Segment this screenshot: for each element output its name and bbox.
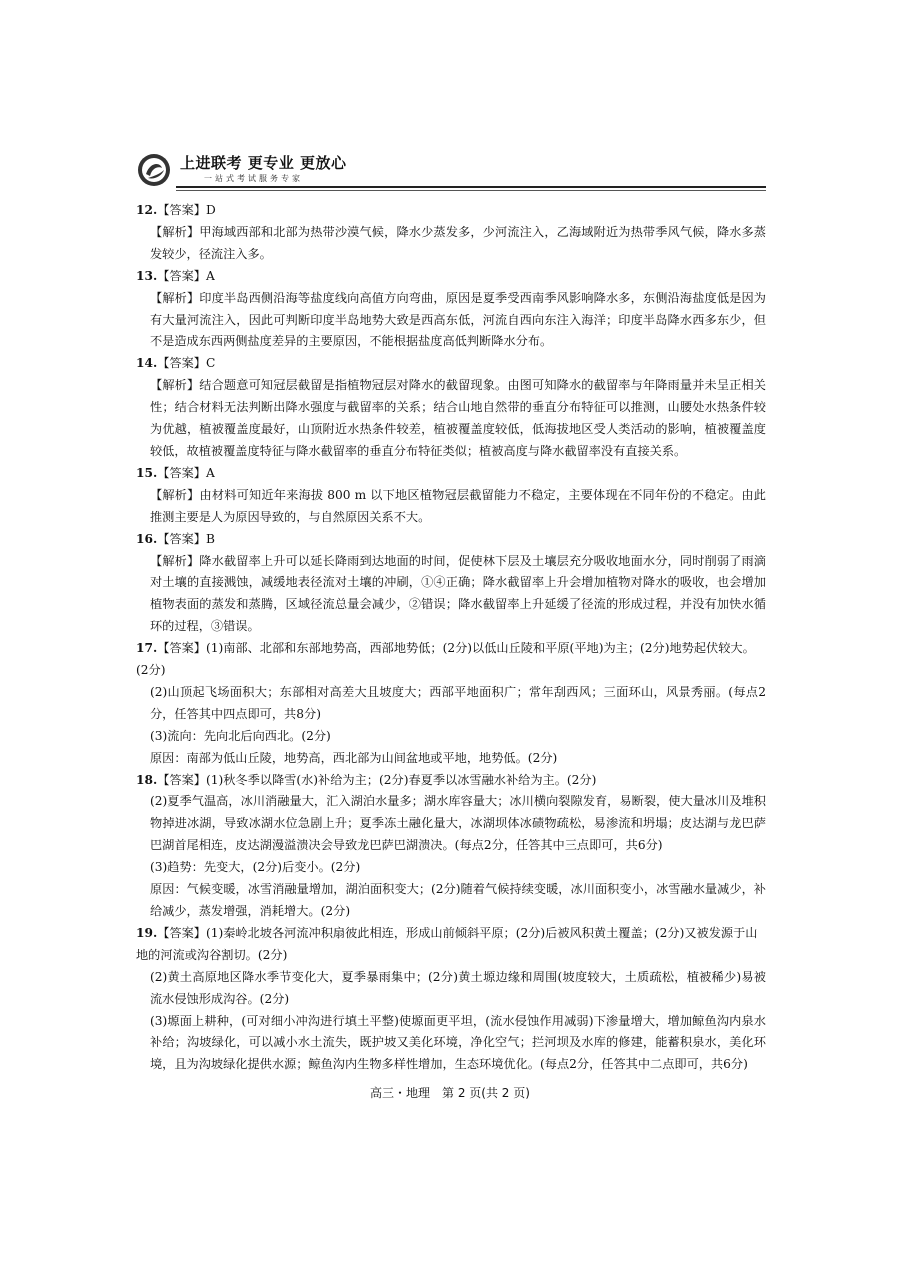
page-header [136,150,766,194]
answer-item [136,638,766,769]
explanation-paragraph: (2)夏季气温高，冰川消融量大，汇入湖泊水量多；湖水库容量大；冰川横向裂隙发育，易断裂，使大量冰川及堆积物掉进冰湖，导致冰湖水位急剧上升；夏季冻土融化量大，冰湖坝体冰碛物疏松，易渗流和坍塌；皮达湖与龙巴萨巴湖首尾相连，皮达湖漫溢溃决会导致龙巴萨巴湖溃决。(每点2分，任答其中三点即可，共6分) [150,794,766,853]
explanation-paragraph: (2)黄土高原地区降水季节变化大，夏季暴雨集中；(2分)黄土塬边缘和周围(坡度较大，土质疏松，植被稀少)易被流水侵蚀形成沟谷。(2分) [150,969,766,1006]
answer-item [136,200,766,266]
answer-header [136,638,766,682]
answer-text: 【答案】(1)秦岭北坡各河流冲积扇彼此相连，形成山前倾斜平原；(2分)后被风积黄土覆盖；(2分)又被发源于山地的河流或沟谷割切。(2分) [136,925,758,962]
brand-subtitle: 一站式考试服务专家 [204,174,303,183]
explanation-paragraph: 原因：气候变暖，冰雪消融量增加，湖泊面积变大；(2分)随着气候持续变暖，冰川面积变小，冰雪融水量减少，补给减少，蒸发增强，消耗增大。(2分) [150,882,766,918]
answer-text: 【答案】D [157,203,216,217]
explanation-paragraph: (3)塬面上耕种，(可对细小冲沟进行填土平整)使塬面更平坦，(流水侵蚀作用减弱)下渗量增大，增加鲸鱼沟内泉水补给；沟坡绿化，可以减小水土流失，既护坡又美化环境，净化空气；拦河坝及水库的修建，能蓄积泉水，美化环境，且为沟坡绿化提供水源；鲸鱼沟内生物多样性增加，生态环境优化。(每点2分，任答其中二点即可，共6分) [150,1013,766,1072]
explanation-paragraph: 【解析】印度半岛西侧沿海等盐度线向高值方向弯曲，原因是夏季受西南季风影响降水多，东侧沿海盐度低是因为有大量河流注入，因此可判断印度半岛地势大致是西高东低，河流自西向东注入海洋；印度半岛降水西多东少，但不是造成东西两侧盐度差异的主要原因，不能根据盐度高低判断降水分布。 [150,290,766,349]
answer-item [136,266,766,354]
explanation-paragraph: 原因：南部为低山丘陵，地势高，西北部为山间盆地或平地，地势低。(2分) [150,750,558,765]
answer-item [136,770,766,923]
answer-header [136,463,766,485]
answer-item [136,529,766,639]
question-number: 12. [136,203,158,217]
question-number: 19. [136,925,158,940]
question-number: 13. [136,268,158,283]
answer-header [136,923,766,967]
answer-item [136,923,766,1076]
header-rule-thin [176,190,766,191]
question-number: 14. [136,356,158,371]
explanation-paragraph: 【解析】甲海域西部和北部为热带沙漠气候，降水少蒸发多，少河流注入，乙海域附近为热带季风气候，降水多蒸发较少，径流注入多。 [150,224,766,261]
answer-header [136,200,766,222]
answer-header [136,529,766,551]
answer-list [136,200,766,1076]
question-number: 17. [136,641,158,656]
answer-text: 【答案】C [157,356,216,371]
explanation-paragraph: (2)山顶起飞场面积大；东部相对高差大且坡度大；西部平地面积广；常年刮西风；三面环山，风景秀丽。(每点2分，任答其中四点即可，共8分) [150,684,766,721]
brand-title: 上进联考 更专业 更放心 [180,154,347,172]
answer-header [136,770,766,792]
answer-text: 【答案】(1)秋冬季以降雪(水)补给为主；(2分)春夏季以冰雪融水补给为主。(2分) [157,772,597,787]
explanation-paragraph: 【解析】结合题意可知冠层截留是指植物冠层对降水的截留现象。由图可知降水的截留率与年降雨量并未呈正相关性；结合材料无法判断出降水强度与截留率的关系；结合山地自然带的垂直分布特征可以推测，山腰处水热条件较为优越，植被覆盖度最好，山顶附近水热条件较差，植被覆盖度较低，低海拔地区受人类活动的影响，植被覆盖度较低，故植被覆盖度特征与降水截留率的垂直分布特征类似；植被高度与降水截留率没有直接关系。 [150,378,766,458]
question-number: 15. [136,465,158,480]
answer-text: 【答案】(1)南部、北部和东部地势高，西部地势低；(2分)以低山丘陵和平原(平地)为主；(2分)地势起伏较大。(2分) [136,641,755,678]
answer-text: 【答案】A [157,268,215,283]
explanation-paragraph: (3)趋势：先变大，(2分)后变小。(2分) [150,860,361,875]
answer-text: 【答案】B [157,531,215,546]
explanation-paragraph: 【解析】由材料可知近年来海拔 800 m 以下地区植物冠层截留能力不稳定，主要体现在不同年份的不稳定。由此推测主要是人为原因导致的，与自然原因关系不大。 [150,487,766,524]
explanation-paragraph: 【解析】降水截留率上升可以延长降雨到达地面的时间，促使林下层及土壤层充分吸收地面水分，同时削弱了雨滴对土壤的直接溅蚀，减缓地表径流对土壤的冲刷，①④正确；降水截留率上升会增加植物对降水的吸收，也会增加植物表面的蒸发和蒸腾，区域径流总量会减少，②错误；降水截留率上升延缓了径流的形成过程，并没有加快水循环的过程，③错误。 [150,553,766,634]
question-number: 16. [136,531,158,546]
answer-header [136,353,766,375]
answer-item [136,463,766,529]
answer-text: 【答案】A [157,465,215,480]
header-rule [176,186,766,188]
answer-header [136,266,766,288]
page-footer: 高三・地理 第 2 页(共 2 页) [370,1086,530,1100]
brand-logo-icon [136,152,172,188]
question-number: 18. [136,772,158,787]
explanation-paragraph: (3)流向：先向北后向西北。(2分) [150,728,331,743]
answer-item [136,353,766,463]
